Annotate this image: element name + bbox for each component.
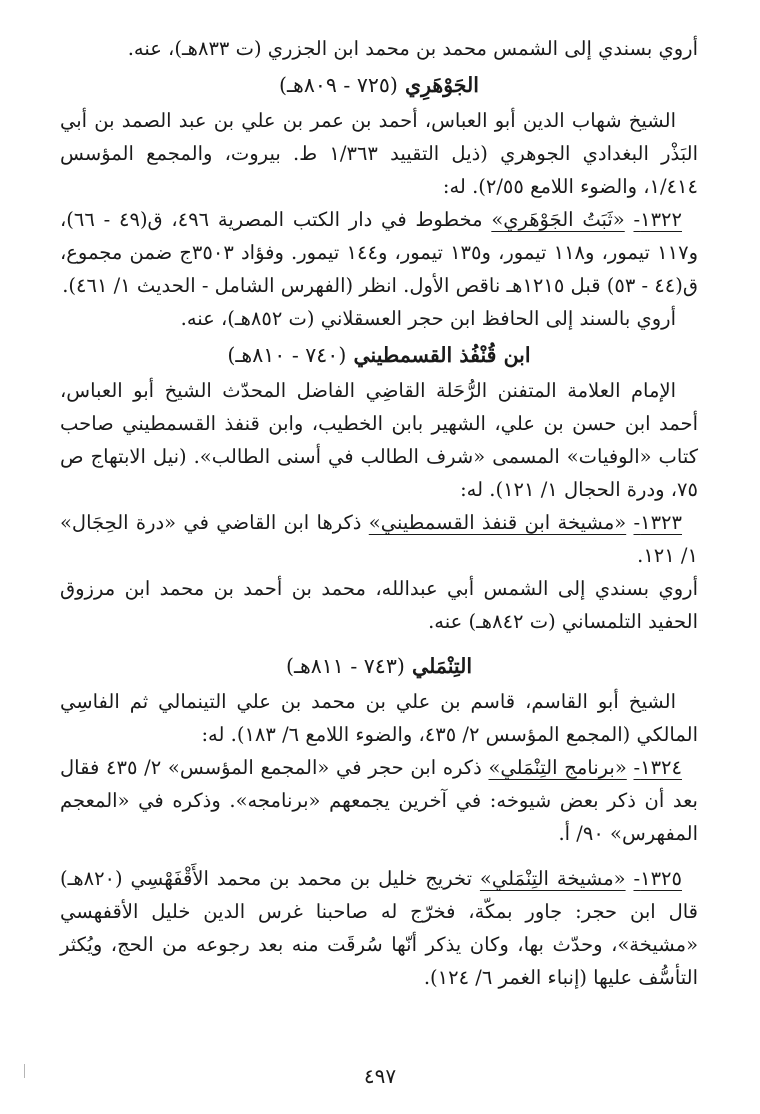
biography-heading-jawhari <box>60 69 698 102</box>
entry-text: ذكرها ابن القاضي في «درة الحِجَال» ١/ ١٢١. <box>60 511 698 567</box>
chain-of-narration: أروي بسندي إلى الشمس أبي عبدالله، محمد بن أحمد بن محمد ابن مرزوق الحفيد التلمساني (ت ٨٤٢هـ) عنه. <box>60 577 698 633</box>
entry-number: ١٣٢٤- <box>633 756 682 779</box>
entry-text: مخطوط في دار الكتب المصرية ٤٩٦، ق(٤٩ - ٦٦)، و١١٧ تيمور، و١١٨ تيمور، و١٣٥ تيمور، و١٤٤ تيمور. وفؤاد ٣٥٠٣ج ضمن مجموع، ق(٤٤ - ٥٣) قبل ١٢١٥هـ ناقص الأول. انظر (الفهرس الشامل - الحديث ١/ ٤٦١). <box>60 208 698 297</box>
bibliography-entry-1322 <box>60 203 698 302</box>
margin-mark <box>24 1064 25 1078</box>
chain-of-narration: أروي بسندي إلى الشمس محمد بن محمد ابن الجزري (ت ٨٣٣هـ)، عنه. <box>127 37 698 60</box>
bibliography-entry-1325 <box>60 862 698 994</box>
bibliography-entry-1323 <box>60 506 698 572</box>
chain-of-narration: أروي بالسند إلى الحافظ ابن حجر العسقلاني (ت ٨٥٢هـ)، عنه. <box>180 307 676 330</box>
entry-title: «برنامج التِنْمَلي» <box>488 756 627 779</box>
entry-text: تخريج خليل بن محمد بن محمد الأَقْفَهْسِي (٨٢٠هـ) قال ابن حجر: جاور بمكّة، فخرّج له صاحبنا غرس الدين خليل الأقفهسي «مشيخة»، وحدّث بها، وكان يذكر أنّها سُرقَت منه بعد رجوعه من الحج، ويُكثر التأسُّف عليها (إنباء الغمر ٦/ ١٢٤). <box>60 867 698 989</box>
bibliography-entry-1324 <box>60 751 698 850</box>
heading-dates: (٧٢٥ - ٨٠٩هـ) <box>279 73 398 97</box>
entry-number: ١٣٢٢- <box>633 208 682 231</box>
page-number: ٤٩٧ <box>363 1064 397 1088</box>
heading-name: التِنْمَلي <box>411 654 473 678</box>
entry-number: ١٣٢٥- <box>633 867 682 890</box>
heading-dates: (٧٤٣ - ٨١١هـ) <box>285 654 405 678</box>
entry-text: ذكره ابن حجر في «المجمع المؤسس» ٢/ ٤٣٥ فقال بعد أن ذكر بعض شيوخه: في آخرين يجمعهم «برنامجه». وذكره في «المعجم المفهرس» ٩٠/ أ. <box>60 756 698 845</box>
entry-title: «مشيخة التِنْمَلي» <box>479 867 626 890</box>
entry-number: ١٣٢٣- <box>633 511 682 534</box>
entry-title: «ثَبَتُ الجَوْهَري» <box>491 208 625 231</box>
heading-name: الجَوْهَرِي <box>405 73 479 97</box>
biography-heading-tinmali <box>60 650 698 683</box>
biography-paragraph: الشيخ شهاب الدين أبو العباس، أحمد بن عمر بن علي بن عبد الصمد بن أبي البَذْر البغدادي الجوهري (ذيل التقييد ١/٣٦٣ ط. بيروت، والمجمع المؤسس ١/٤١٤، والضوء اللامع ٢/٥٥). له: <box>60 109 699 198</box>
biography-paragraph: الشيخ أبو القاسم، قاسم بن علي بن محمد بن علي التينمالي ثم الفاسِي المالكي (المجمع المؤسس ٢/ ٤٣٥، والضوء اللامع ٦/ ١٨٣). له: <box>60 690 698 746</box>
biography-paragraph: الإمام العلامة المتفنن الرُّحَلة القاضِي الفاضل المحدّث الشيخ أبو العباس، أحمد ابن حسن بن علي، الشهير بابن الخطيب، وابن قنفذ القسمطيني صاحب كتاب «الوفيات» المسمى «شرف الطالب في أسنى الطالب». (نيل الابتهاج ص ٧٥، ودرة الحجال ١/ ١٢١). له: <box>60 379 698 501</box>
biography-heading-ibn-qunfudh <box>60 339 698 372</box>
heading-name: ابن قُنْفُذ القسمطيني <box>353 343 531 367</box>
book-page <box>60 32 698 994</box>
heading-dates: (٧٤٠ - ٨١٠هـ) <box>227 343 347 367</box>
entry-title: «مشيخة ابن قنفذ القسمطيني» <box>368 511 627 534</box>
